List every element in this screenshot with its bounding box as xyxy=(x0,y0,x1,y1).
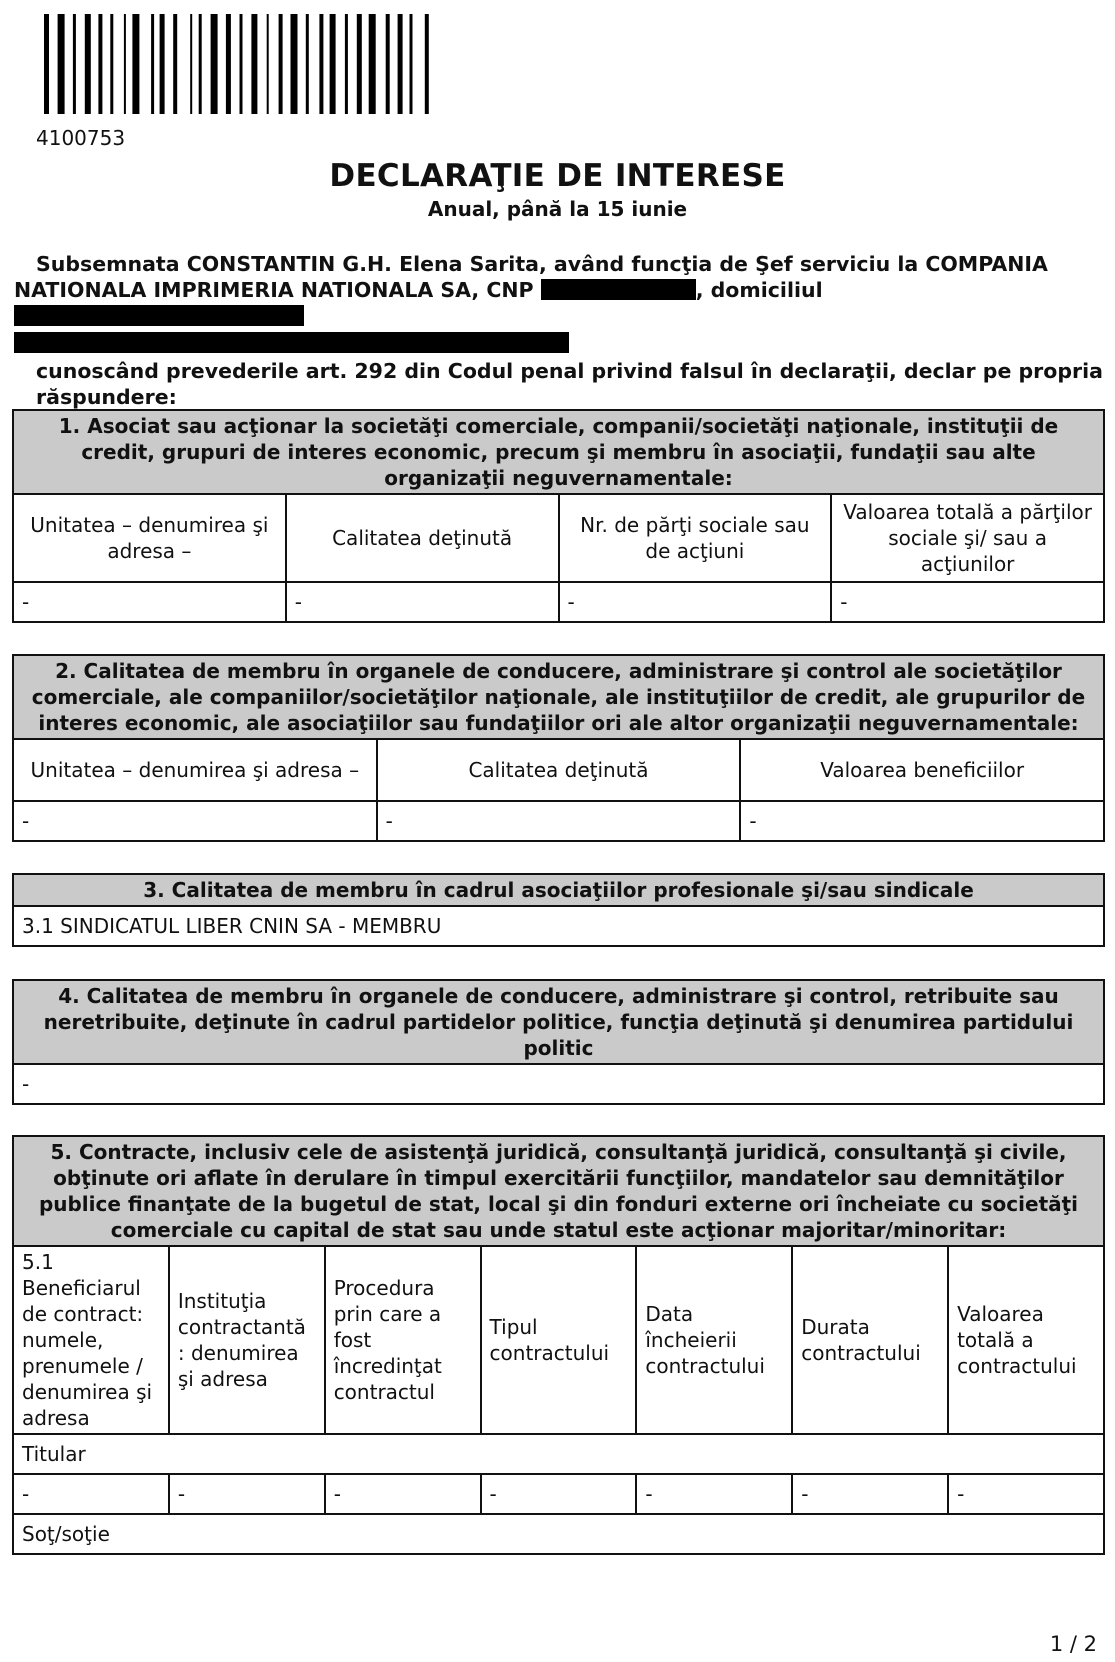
barcode-bar xyxy=(330,14,336,114)
barcode-bar xyxy=(211,14,218,114)
barcode-bar xyxy=(73,14,76,114)
section-1-title: 1. Asociat sau acţionar la societăţi comerciale, companii/societăţi naţionale, instituţii de credit, grupuri de interes economic, precum şi membru în asociaţii, fundaţii sau alte organizaţii neguvernamentale: xyxy=(13,410,1104,494)
s5-spouse-label: Soţ/soţie xyxy=(13,1514,1104,1554)
s1-cell: - xyxy=(13,582,286,622)
barcode-bar xyxy=(251,14,257,114)
s5-header-date: Data încheierii contractului xyxy=(636,1246,792,1434)
section-3-table xyxy=(12,873,1105,947)
barcode-bar xyxy=(151,14,154,114)
barcode-bar xyxy=(345,14,348,114)
section-2-title: 2. Calitatea de membru în organele de conducere, administrare şi control ale societăţilor comerciale, ale companiilor/societăţilor naţionale, ale instituţiilor de credit, ale grupurilor de interes economic, ale asociaţiilor sau fundaţiilor ori ale altor organizaţii neguvernamentale: xyxy=(13,655,1104,739)
barcode-bar xyxy=(98,14,102,114)
barcode-bar xyxy=(267,14,269,114)
redacted-address-continued xyxy=(14,332,569,353)
s2-header-quality: Calitatea deţinută xyxy=(377,739,741,801)
s2-header-benefits: Valoarea beneficiilor xyxy=(740,739,1104,801)
intro-line-2-domicile: , domiciliul xyxy=(695,278,823,302)
barcode xyxy=(44,14,604,114)
intro-redaction-line xyxy=(14,329,1104,356)
section-5-table xyxy=(12,1135,1105,1555)
barcode-bar xyxy=(386,14,390,114)
s5-cell: - xyxy=(792,1474,948,1514)
barcode-bar xyxy=(85,14,91,114)
barcode-bar xyxy=(58,14,65,114)
barcode-bar xyxy=(110,14,113,114)
intro-line-2-text: NATIONALA IMPRIMERIA NATIONALA SA, CNP xyxy=(14,278,534,302)
s1-header-value: Valoarea totală a părţilor sociale şi/ sau a acţiunilor xyxy=(831,494,1104,582)
barcode-bar xyxy=(160,14,165,114)
s5-cell: - xyxy=(13,1474,169,1514)
section-1-table xyxy=(12,409,1105,623)
s1-cell: - xyxy=(831,582,1104,622)
s5-cell: - xyxy=(636,1474,792,1514)
s5-cell: - xyxy=(169,1474,325,1514)
s4-entry: - xyxy=(13,1064,1104,1104)
barcode-bar xyxy=(132,14,139,114)
barcode-bar xyxy=(44,14,49,114)
section-4-title: 4. Calitatea de membru în organele de conducere, administrare şi control, retribuite sau neretribuite, deţinute în cadrul partidelor politice, funcţia deţinută şi denumirea partidului politic xyxy=(13,980,1104,1064)
redacted-cnp xyxy=(541,279,696,300)
s2-header-unit: Unitatea – denumirea şi adresa – xyxy=(13,739,377,801)
barcode-bar xyxy=(398,14,403,114)
s1-cell: - xyxy=(559,582,832,622)
intro-line-1: Subsemnata CONSTANTIN G.H. Elena Sarita, având funcţia de Şef serviciu la COMPANIA xyxy=(36,252,1048,276)
barcode-bar xyxy=(173,14,177,114)
barcode-bar xyxy=(425,14,429,114)
document-number: 4100753 xyxy=(36,126,126,150)
s1-header-quality: Calitatea deţinută xyxy=(286,494,559,582)
section-2-table xyxy=(12,654,1105,842)
s5-cell: - xyxy=(325,1474,481,1514)
section-5-title: 5. Contracte, inclusiv cele de asistenţă juridică, consultanţă juridică, consultanţă şi civile, obţinute ori aflate în derulare în timpul exercitării funcţiilor, mandatelor sau demnităţilor publice finanţate de la bugetul de stat, local şi din fonduri externe ori încheiate cu societăţi comerciale cu capital de stat sau unde statul este acţionar majoritar/minoritar: xyxy=(13,1136,1104,1246)
page-number: 1 / 2 xyxy=(1049,1632,1097,1656)
s2-cell: - xyxy=(740,801,1104,841)
barcode-bar xyxy=(240,14,243,114)
s2-cell: - xyxy=(13,801,377,841)
barcode-bar xyxy=(279,14,283,114)
s5-cell: - xyxy=(481,1474,637,1514)
s1-cell: - xyxy=(286,582,559,622)
s1-header-unit: Unitatea – denumirea şi adresa – xyxy=(13,494,286,582)
barcode-bar xyxy=(319,14,323,114)
s5-header-type: Tipul contractului xyxy=(481,1246,637,1434)
s5-header-value: Valoarea totală a contractului xyxy=(948,1246,1104,1434)
barcode-bar xyxy=(226,14,231,114)
barcode-bar xyxy=(306,14,309,114)
redacted-address xyxy=(14,305,304,326)
s3-entry: 3.1 SINDICATUL LIBER CNIN SA - MEMBRU xyxy=(13,906,1104,946)
section-4-table xyxy=(12,979,1105,1105)
document-subtitle: Anual, până la 15 iunie xyxy=(427,197,688,221)
barcode-bar xyxy=(291,14,298,114)
barcode-bar xyxy=(369,14,376,114)
s2-cell: - xyxy=(377,801,741,841)
section-3-title: 3. Calitatea de membru în cadrul asociaţiilor profesionale şi/sau sindicale xyxy=(13,874,1104,906)
document-title: DECLARAŢIE DE INTERESE xyxy=(329,158,786,194)
s5-header-institution: Instituţia contractantă : denumirea şi adresa xyxy=(169,1246,325,1434)
barcode-bar xyxy=(124,14,126,114)
intro-line-2 xyxy=(14,277,1104,329)
intro-line-3: cunoscând prevederile art. 292 din Codul penal privind falsul în declaraţii, declar pe propria răspundere: xyxy=(36,359,1103,409)
s1-header-shares: Nr. de părţi sociale sau de acţiuni xyxy=(559,494,832,582)
declaration-intro xyxy=(14,251,1104,410)
barcode-bar xyxy=(190,14,192,114)
s5-titular-label: Titular xyxy=(13,1434,1104,1474)
s5-header-procedure: Procedura prin care a fost încredinţat contractul xyxy=(325,1246,481,1434)
barcode-bar xyxy=(410,14,413,114)
barcode-bar xyxy=(357,14,362,114)
s5-cell: - xyxy=(948,1474,1104,1514)
barcode-bar xyxy=(199,14,202,114)
s5-header-duration: Durata contractului xyxy=(792,1246,948,1434)
s5-header-beneficiary: 5.1 Beneficiarul de contract: numele, prenumele / denumirea şi adresa xyxy=(13,1246,169,1434)
